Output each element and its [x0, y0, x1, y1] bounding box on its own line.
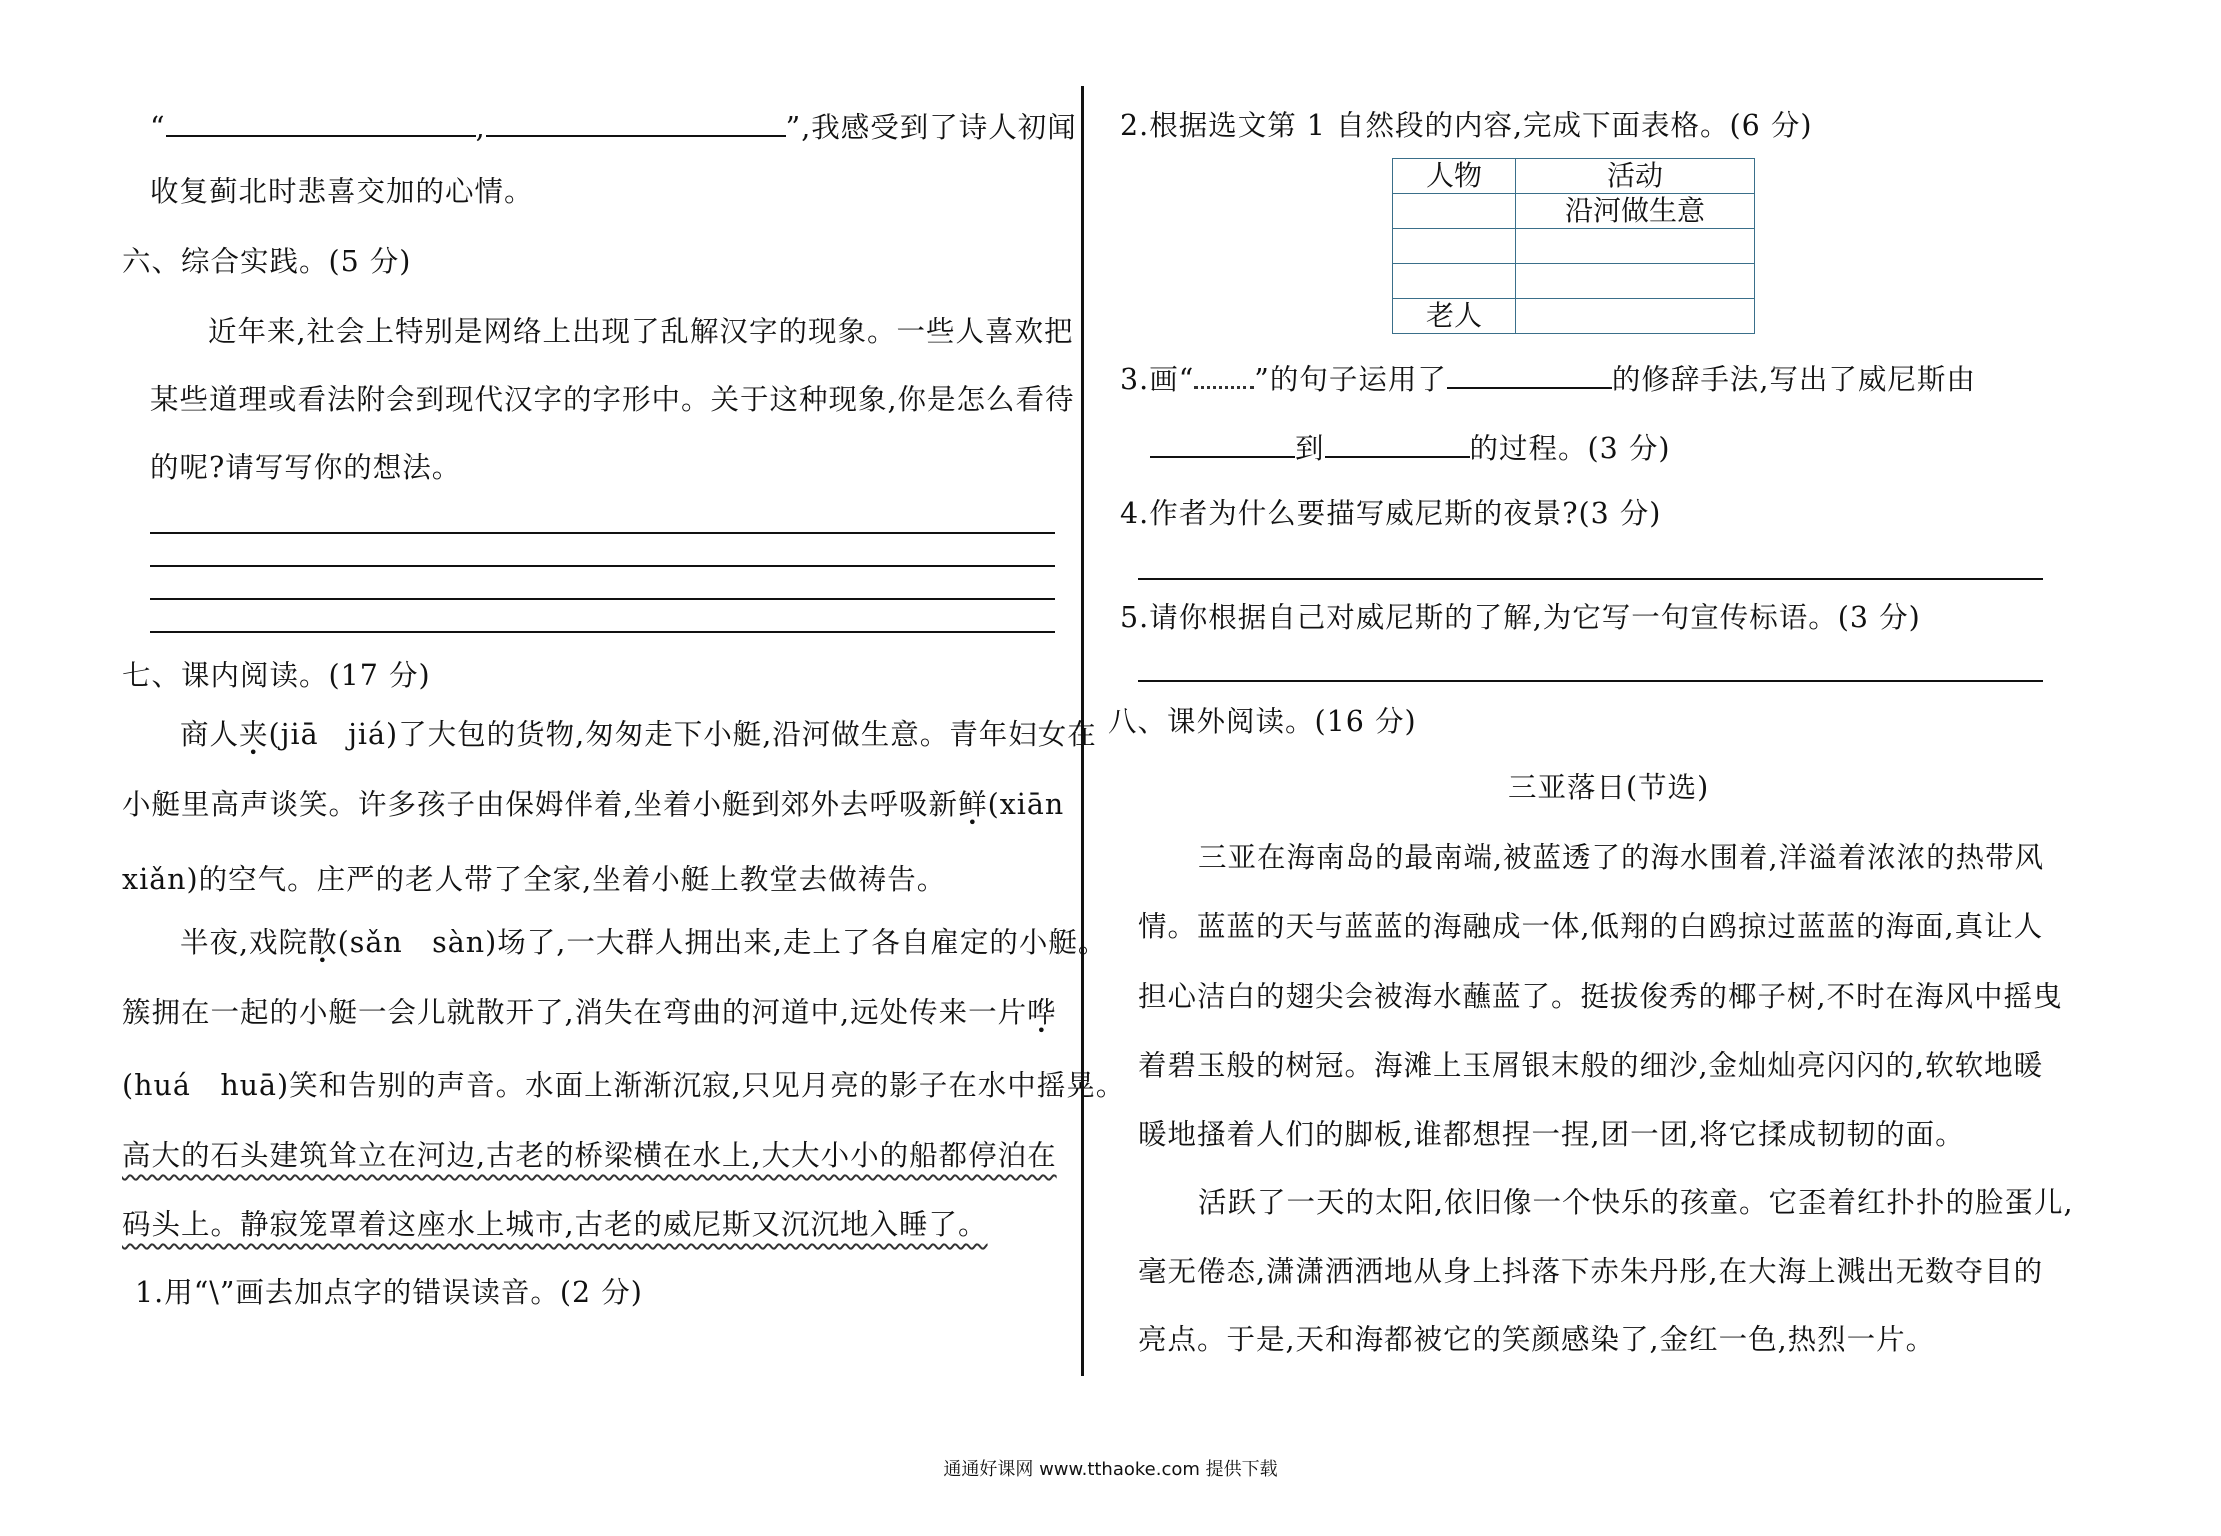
- question-3-line-2: 到 的过程。(3 分): [1150, 426, 1670, 469]
- reading-line: 小艇里高声谈笑。许多孩子由保姆伴着,坐着小艇到郊外去呼吸新鲜(xiān: [122, 788, 1065, 821]
- answer-blank[interactable]: [1325, 426, 1470, 458]
- story-line: 着碧玉般的树冠。海滩上玉屑银末般的细沙,金灿灿亮闪闪的,软软地暖: [1138, 1049, 2044, 1082]
- reading-line: (huá huā)笑和告别的声音。水面上渐渐沉寂,只见月亮的影子在水中摇晃。: [122, 1069, 1126, 1102]
- paragraph-line: 的呢?请写写你的想法。: [150, 451, 462, 484]
- table-cell[interactable]: [1516, 229, 1755, 264]
- question-4: 4.作者为什么要描写威尼斯的夜景?(3 分): [1120, 497, 1662, 530]
- story-line: 暖地搔着人们的脚板,谁都想捏一捏,团一团,将它揉成韧韧的面。: [1138, 1118, 1965, 1151]
- question-2: 2.根据选文第 1 自然段的内容,完成下面表格。(6 分): [1120, 109, 1813, 142]
- table-cell[interactable]: [1393, 229, 1516, 264]
- section-7-title: 七、课内阅读。(17 分): [122, 659, 431, 692]
- story-line: 三亚在海南岛的最南端,被蓝透了的海水围着,洋溢着浓浓的热带风: [1198, 841, 2045, 874]
- story-title: 三亚落日(节选): [1508, 771, 1710, 804]
- question-1: 1.用“\”画去加点字的错误读音。(2 分): [135, 1276, 643, 1309]
- wavy-underlined-line: 高大的石头建筑耸立在河边,古老的桥梁横在水上,大大小小的船都停泊在: [122, 1139, 1057, 1172]
- wavy-line-sample: [1194, 364, 1254, 389]
- wavy-underlined-line: 码头上。静寂笼罩着这座水上城市,古老的威尼斯又沉沉地入睡了。: [122, 1208, 988, 1241]
- answer-blank[interactable]: [486, 105, 786, 137]
- story-line: 活跃了一天的太阳,依旧像一个快乐的孩童。它歪着红扑扑的脸蛋儿,: [1198, 1186, 2074, 1219]
- story-line: 毫无倦态,潇潇洒洒地从身上抖落下赤朱丹彤,在大海上溅出无数夺目的: [1138, 1255, 2044, 1288]
- writing-line[interactable]: [150, 598, 1055, 600]
- reading-line: 商人夹(jiā jiá)了大包的货物,匆匆走下小艇,沿河做生意。青年妇女在: [180, 718, 1097, 751]
- dotted-char: 散: [308, 926, 338, 959]
- table-cell[interactable]: [1516, 264, 1755, 299]
- dotted-char: 哗: [1027, 996, 1057, 1029]
- writing-line[interactable]: [150, 532, 1055, 534]
- answer-blank[interactable]: [1150, 426, 1295, 458]
- footer-credit: 通通好课网 www.tthaoke.com 提供下载: [943, 1459, 1278, 1480]
- story-line: 担心洁白的翅尖会被海水蘸蓝了。挺拔俊秀的椰子树,不时在海风中摇曳: [1138, 980, 2063, 1013]
- writing-line[interactable]: [150, 565, 1055, 567]
- reading-line: 半夜,戏院散(sǎn sàn)场了,一大群人拥出来,走上了各自雇定的小艇。: [180, 926, 1108, 959]
- dotted-char: 鲜: [958, 788, 988, 821]
- table-cell: 老人: [1393, 299, 1516, 334]
- paragraph-line: 某些道理或看法附会到现代汉字的字形中。关于这种现象,你是怎么看待: [150, 383, 1075, 416]
- section-6-title: 六、综合实践。(5 分): [122, 245, 412, 278]
- poem-blank-line: “ , ”,我感受到了诗人初闻: [150, 105, 1077, 148]
- section-8-title: 八、课外阅读。(16 分): [1108, 705, 1417, 738]
- reading-line: xiǎn)的空气。庄严的老人带了全家,坐着小艇上教堂去做祷告。: [122, 863, 947, 896]
- text-line: 收复蓟北时悲喜交加的心情。: [150, 175, 534, 208]
- table-cell[interactable]: [1516, 299, 1755, 334]
- table-row: [1393, 194, 1755, 229]
- answer-blank[interactable]: [1447, 357, 1612, 389]
- table-row: [1393, 229, 1755, 264]
- answer-line[interactable]: [1138, 680, 2043, 682]
- story-line: 亮点。于是,天和海都被它的笑颜感染了,金红一色,热烈一片。: [1138, 1323, 1936, 1356]
- table-header: 人物: [1393, 159, 1516, 194]
- answer-blank[interactable]: [166, 105, 476, 137]
- table-row: [1393, 264, 1755, 299]
- dotted-char: 夹: [239, 718, 269, 751]
- question-5: 5.请你根据自己对威尼斯的了解,为它写一句宣传标语。(3 分): [1120, 601, 1921, 634]
- paragraph-line: 近年来,社会上特别是网络上出现了乱解汉字的现象。一些人喜欢把: [208, 315, 1074, 348]
- table-cell: 沿河做生意: [1516, 194, 1755, 229]
- table-cell[interactable]: [1393, 264, 1516, 299]
- answer-table: [1392, 158, 1755, 334]
- answer-line[interactable]: [1138, 578, 2043, 580]
- reading-line: 簇拥在一起的小艇一会儿就散开了,消失在弯曲的河道中,远处传来一片哗: [122, 996, 1057, 1029]
- story-line: 情。蓝蓝的天与蓝蓝的海融成一体,低翔的白鸥掠过蓝蓝的海面,真让人: [1138, 910, 2044, 943]
- table-header: 活动: [1516, 159, 1755, 194]
- table-header-row: [1393, 159, 1755, 194]
- question-3-line-1: 3.画“ ”的句子运用了 的修辞手法,写出了威尼斯由: [1120, 357, 1976, 400]
- table-row: [1393, 299, 1755, 334]
- writing-line[interactable]: [150, 631, 1055, 633]
- table-cell[interactable]: [1393, 194, 1516, 229]
